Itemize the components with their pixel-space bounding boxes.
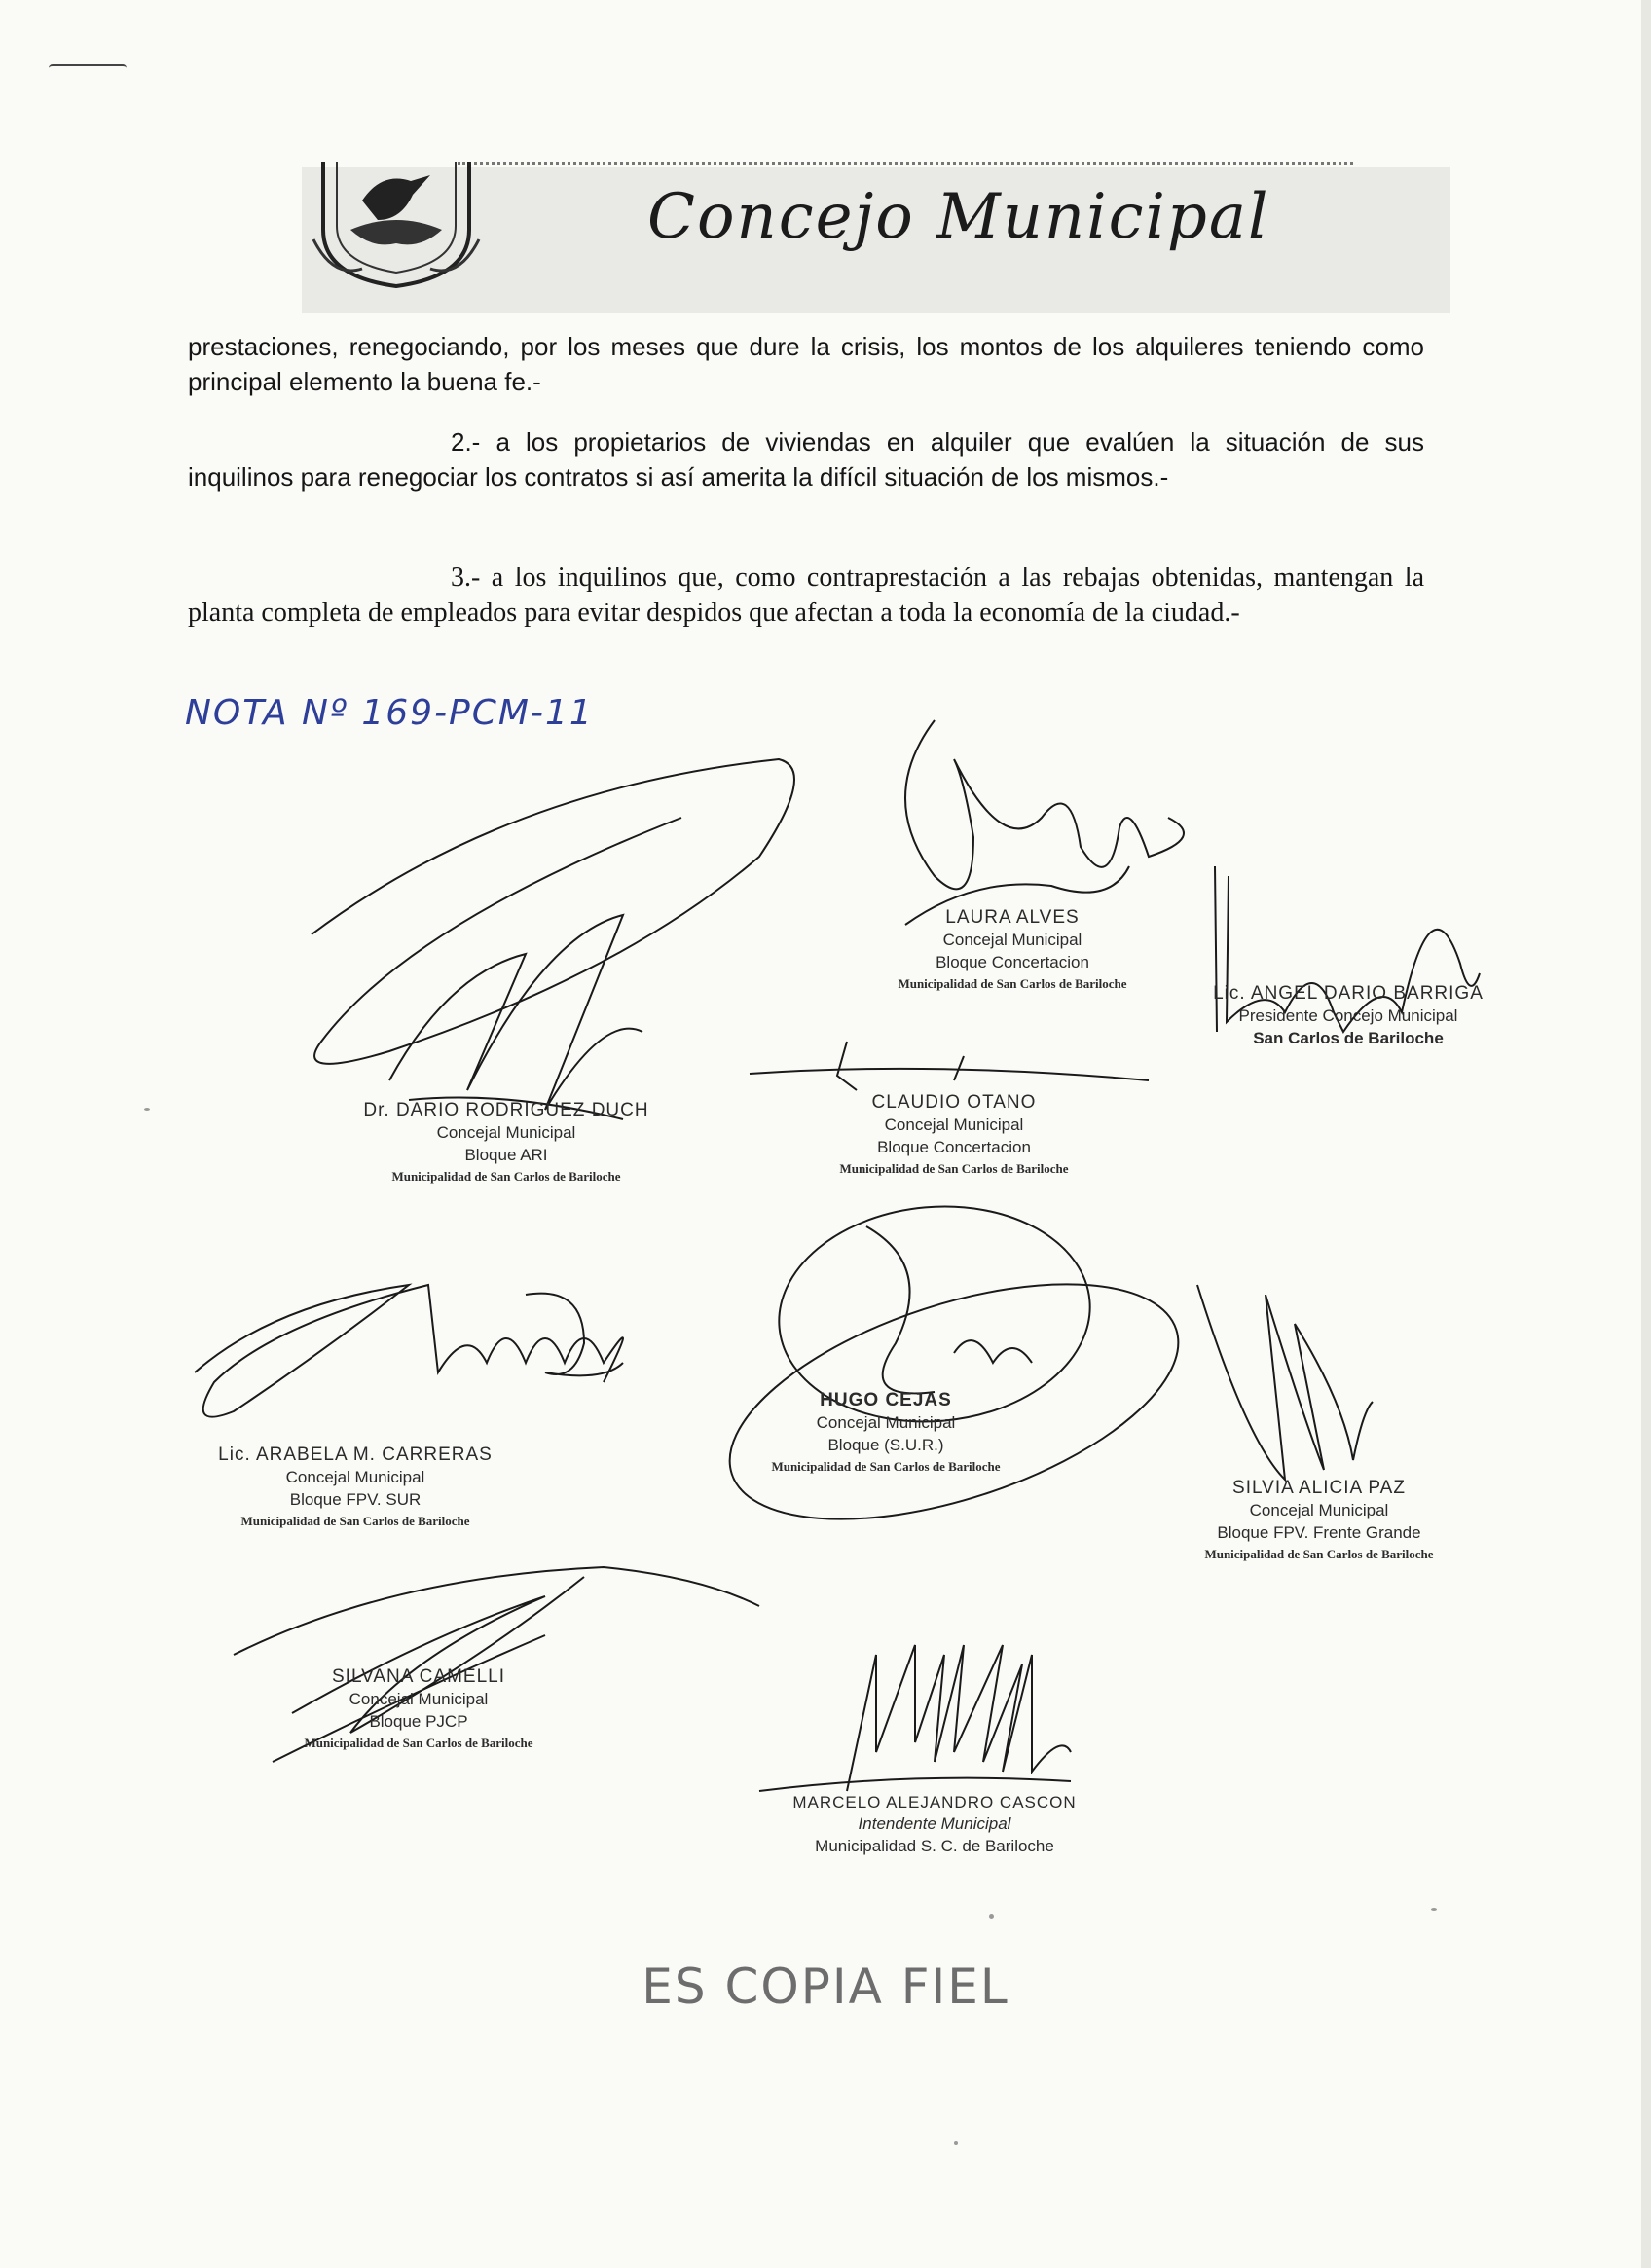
scan-speck [144, 1108, 150, 1111]
letterhead-title: Concejo Municipal [647, 181, 1270, 253]
signature-otano [750, 1042, 1149, 1090]
scan-edge [1641, 0, 1651, 2268]
letterhead-dotted-line [458, 162, 1353, 168]
body-paragraph-3: 3.- a los inquilinos que, como contraprestación a las rebajas obtenidas, mantengan la planta completa de empleados para evitar despidos que afectan a toda la economía de la ciudad.- [188, 563, 1424, 628]
stamp-cejas: HUGO CEJAS Concejal Municipal Bloque (S.U.R.) Municipalidad de San Carlos de Bariloche [771, 1390, 1001, 1474]
stamp-rodriguez-duch: Dr. DARIO RODRIGUEZ DUCH Concejal Municipal Bloque ARI Municipalidad de San Carlos de Bariloche [363, 1100, 649, 1184]
certified-copy-stamp: ES COPIA FIEL [642, 1958, 1009, 2015]
scan-speck [954, 2141, 958, 2145]
signature-cascon [847, 1645, 1071, 1791]
signature-carreras [195, 1285, 623, 1417]
stamp-barriga: Lic. ANGEL DARIO BARRIGA Presidente Concejo Municipal San Carlos de Bariloche [1213, 983, 1484, 1047]
signature-rodriguez-duch [312, 759, 794, 1064]
signature-alves [905, 720, 1184, 889]
handwritten-reference-note: NOTA Nº 169-PCM-11 [185, 693, 594, 733]
stamp-camelli: SILVANA CAMELLI Concejal Municipal Bloque PJCP Municipalidad de San Carlos de Bariloche [304, 1666, 533, 1750]
body-paragraph-1: prestaciones, renegociando, por los meses que dure la crisis, los montos de los alquileres teniendo como principal elemento la buena fe.- [188, 332, 1424, 396]
stamp-carreras: Lic. ARABELA M. CARRERAS Concejal Municipal Bloque FPV. SUR Municipalidad de San Carlos de Bariloche [218, 1445, 493, 1528]
stamp-cascon: MARCELO ALEJANDRO CASCON Intendente Municipal Municipalidad S. C. de Bariloche [792, 1793, 1077, 1855]
stamp-paz: SILVIA ALICIA PAZ Concejal Municipal Bloque FPV. Frente Grande Municipalidad de San Carlos de Bariloche [1204, 1478, 1434, 1561]
scan-speck [1431, 1908, 1437, 1911]
body-paragraph-2: 2.- a los propietarios de viviendas en alquiler que evalúen la situación de sus inquilinos para renegociar los contratos si así amerita la difícil situación de los mismos.- [188, 427, 1424, 492]
signature-paz [1197, 1285, 1373, 1480]
municipal-crest-icon [304, 162, 489, 288]
staple-mark [49, 64, 127, 72]
scan-speck [989, 1914, 994, 1919]
stamp-alves: LAURA ALVES Concejal Municipal Bloque Concertacion Municipalidad de San Carlos de Bariloche [898, 907, 1127, 991]
stamp-otano: CLAUDIO OTANO Concejal Municipal Bloque Concertacion Municipalidad de San Carlos de Bariloche [839, 1092, 1069, 1176]
